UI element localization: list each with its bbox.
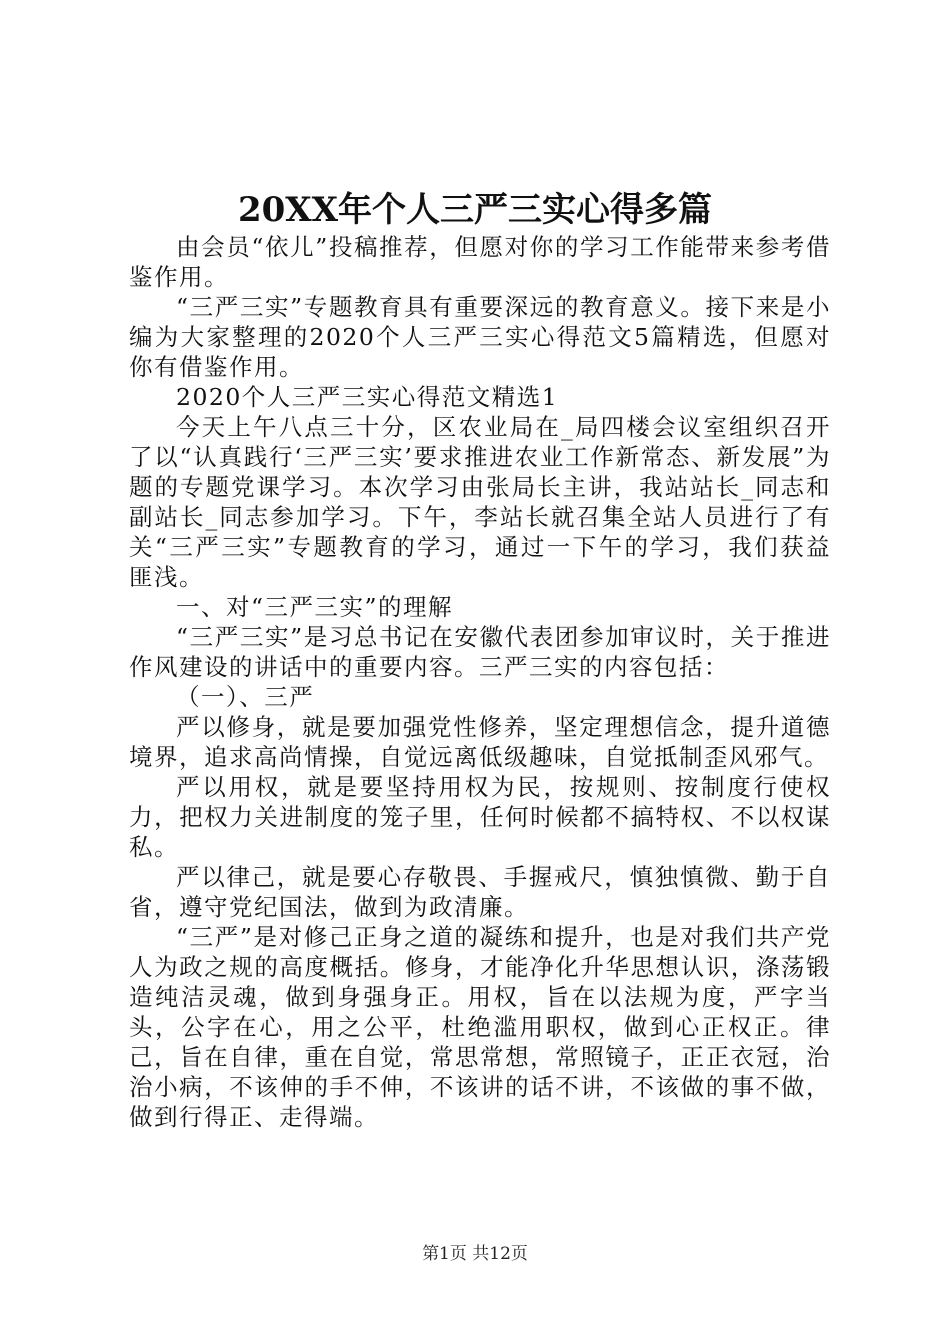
sub-subsection-heading: （一）、三严 [176,683,315,711]
paragraph-use-of-power: 严以用权，就是要坚持用权为民，按规则、按制度行使权力，把权力关进制度的笼子里，任何时候都不搞特权、不以权谋私。 [129,773,831,861]
section-heading: 2020个人三严三实心得范文精选1 [176,383,559,411]
subsection-heading: 一、对“三严三实”的理解 [176,593,454,621]
paragraph-intro: 由会员“依儿”投稿推荐，但愿对你的学习工作能带来参考借鉴作用。 [129,233,831,291]
paragraph-definition: “三严三实”是习总书记在安徽代表团参加审议时，关于推进作风建设的讲话中的重要内容。三严三实的内容包括： [129,623,831,681]
paragraph-self-cultivation: 严以修身，就是要加强党性修养，坚定理想信念，提升道德境界，追求高尚情操，自觉远离低级趣味，自觉抵制歪风邪气。 [129,713,831,771]
document-title: 20XX年个人三严三实心得多篇 [237,190,713,230]
paragraph-self-discipline: 严以律己，就是要心存敬畏、手握戒尺，慎独慎微、勤于自省，遵守党纪国法，做到为政清廉。 [129,863,831,921]
paragraph-overview: “三严三实”专题教育具有重要深远的教育意义。接下来是小编为大家整理的2020个人三严三实心得范文5篇精选，但愿对你有借鉴作用。 [129,293,831,381]
document-body [129,232,831,1132]
paragraph-summary: “三严”是对修己正身之道的凝练和提升，也是对我们共产党人为政之规的高度概括。修身，才能净化升华思想认识，涤荡锻造纯洁灵魂，做到身强身正。用权，旨在以法规为度，严字当头，公字在心，用之公平，杜绝滥用职权，做到心正权正。律己，旨在自律，重在自觉，常思常想，常照镜子，正正衣冠，治治小病，不该伸的手不伸，不该讲的话不讲，不该做的事不做，做到行得正、走得端。 [129,923,831,1131]
paragraph-meeting: 今天上午八点三十分，区农业局在_局四楼会议室组织召开了以“认真践行‘三严三实’要求推进农业工作新常态、新发展”为题的专题党课学习。本次学习由张局长主讲，我站站长_同志和副站长_同志参加学习。下午，李站长就召集全站人员进行了有关“三严三实”专题教育的学习，通过一下午的学习，我们获益匪浅。 [129,413,831,591]
page-number: 第1页 共12页 [422,1244,528,1264]
